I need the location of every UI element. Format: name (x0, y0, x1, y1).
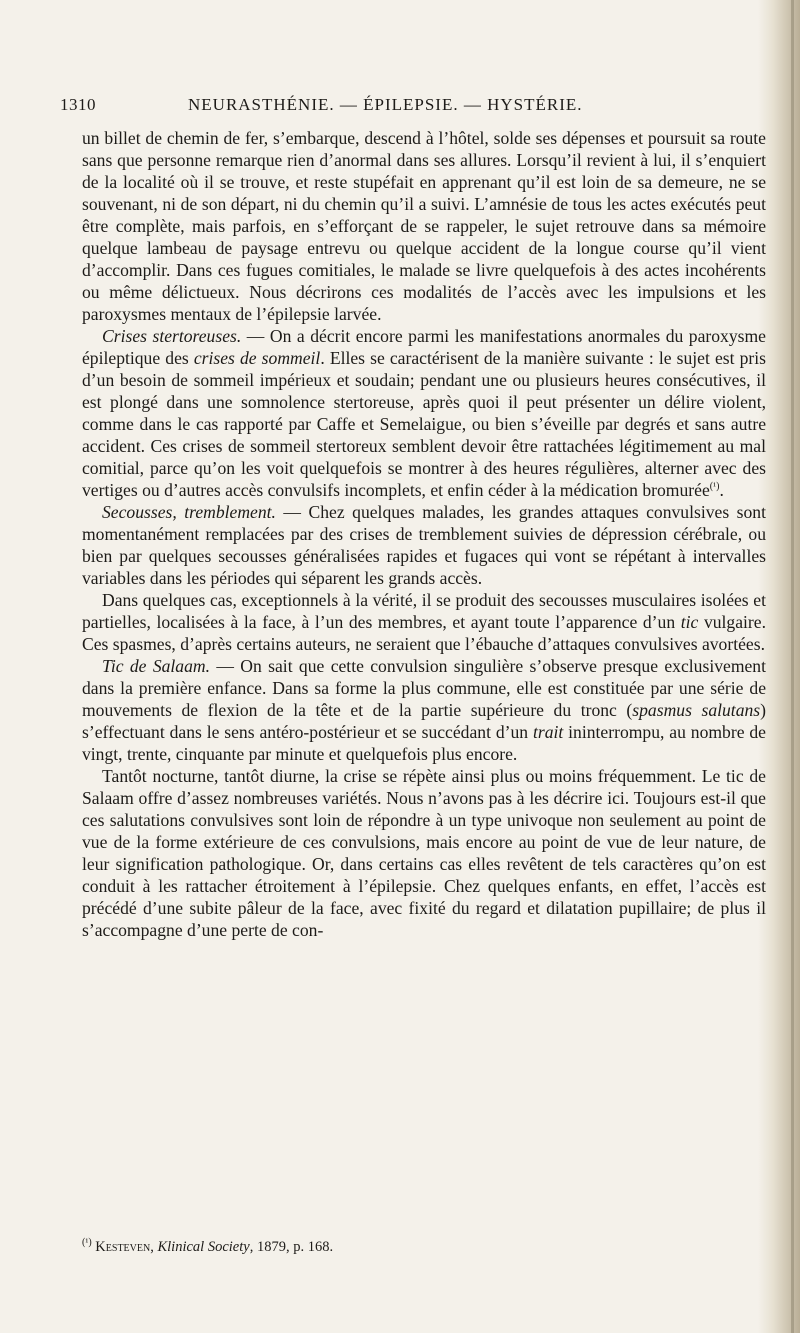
paragraph-text: — On sait que cette convulsion singulière s’observe presque exclusivement dans la première enfance. Dans sa forme la plus commune, elle est constituée par une série de mouvements de flexion de la tête et de la partie supérieure du tronc ( (82, 656, 766, 720)
running-title: NEURASTHÉNIE. — ÉPILEPSIE. — HYSTÉRIE. (188, 95, 583, 114)
paragraph-tic (82, 589, 766, 655)
paragraph-text: — On a décrit encore parmi les manifestations anormales du paroxysme épileptique des (82, 326, 766, 368)
footnote (82, 1238, 766, 1257)
body-text (82, 127, 766, 941)
footnote-mark: (¹) (82, 1237, 92, 1249)
page-number: 1310 (60, 95, 96, 114)
paragraph-text: un billet de chemin de fer, s’embarque, descend à l’hôtel, solde ses dépenses et poursuit sa route sans que personne remarque rien d’anormal dans ses allures. Lorsqu’il revient à lui, il s’enquiert de la localité où il se trouve, et reste stupéfait en apprenant qu’il est loin de sa demeure, ne se souvenant, ni de son départ, ni du chemin qu’il a suivi. L’amnésie de tous les actes exécutés peut être complète, mais parfois, en s’efforçant de se rappeler, le sujet retrouve dans sa mémoire quelque lambeau de paysage entrevu ou quelque accident de la longue course qu’il vient d’accomplir. Dans ces fugues comitiales, le malade se livre quelquefois à des actes incohérents ou même délictueux. Nous décrirons ces modalités de l’accès avec les impulsions et les paroxysmes mentaux de l’épilepsie larvée. (82, 128, 766, 324)
paragraph-tic-de-salaam (82, 655, 766, 765)
running-head (60, 95, 760, 121)
paragraph-salaam-varietes (82, 765, 766, 941)
paragraph-text: ) s’effectuant dans le sens antéro-postérieur et se succédant d’un (82, 700, 766, 742)
section-heading: Crises stertoreuses. (102, 326, 242, 346)
paragraph-text: Tantôt nocturne, tantôt diurne, la crise se répète ainsi plus ou moins fréquemment. Le tic de Salaam offre d’assez nombreuses variétés. Nous n’avons pas à les décrire ici. Toujours est-il que ces salutations convulsives sont loin de répondre à un type univoque non seulement au point de vue de la forme extérieure de ces convulsions, mais encore au point de vue de leur nature, de leur signification pathologique. Or, dans certains cas elles revêtent de tels caractères qu’on est conduit à les rattacher étroitement à l’épilepsie. Chez quelques enfants, en effet, l’accès est précédé d’une subite pâleur de la face, avec fixité du regard et dilatation pupillaire; de plus il s’accompagne d’une perte de con- (82, 766, 766, 940)
paragraph-text: — Chez quelques malades, les grandes attaques convulsives sont momentanément remplacées par des crises de tremblement suivies de dépression cérébrale, ou bien par quelques secousses généralisées rapides et fugaces qui vont se répétant à intervalles variables dans les périodes qui séparent les grands accès. (82, 502, 766, 588)
paragraph-text: ininterrompu, au nombre de vingt, trente, cinquante par minute et quelquefois plus encore. (82, 722, 766, 764)
footnote-journal: Klinical Society (157, 1239, 250, 1255)
paragraph-text: . Elles se caractérisent de la manière suivante : le sujet est pris d’un besoin de sommeil impérieux et soudain; pendant une ou plusieurs heures consécutives, il est plongé dans une somnolence stertoreuse, après quoi il peut présenter un délire violent, comme dans le cas rapporté par Caffe et Semelaigue, ou bien s’éveille par degrés et sans autre accident. Ces crises de sommeil stertoreux semblent devoir être rattachées légitimement au mal comitial, parce qu’on les voit quelquefois se montrer à des heures régulières, alterner avec des vertiges ou d’autres accès convulsifs incomplets, et enfin céder à la médication bromurée (82, 348, 766, 500)
footnote-reference: (¹) (709, 481, 720, 493)
paragraph-text: . (719, 480, 724, 500)
section-heading: Secousses, tremblement. (102, 502, 276, 522)
emphasis-text: trait (532, 722, 564, 742)
paragraph-secousses (82, 501, 766, 589)
emphasis-text: crises de sommeil (193, 348, 321, 368)
footnote-author: Kesteven, (95, 1239, 154, 1255)
paragraph-text: vulgaire. Ces spasmes, d’après certains auteurs, ne seraient que l’ébauche d’attaques convulsives avortées. (82, 612, 766, 654)
binding-edge-line (791, 0, 794, 1333)
emphasis-text: tic (680, 612, 699, 632)
paragraph-text: Dans quelques cas, exceptionnels à la vérité, il se produit des secousses musculaires isolées et partielles, localisées à la face, à l’un des membres, et ayant toute l’apparence d’un (82, 590, 766, 632)
paragraph-fugues (82, 127, 766, 325)
paragraph-crises-stertoreuses (82, 325, 766, 501)
footnote-reference-text: , 1879, p. 168. (249, 1239, 334, 1255)
section-heading: Tic de Salaam. (102, 656, 210, 676)
emphasis-text: spasmus salutans (632, 700, 761, 720)
